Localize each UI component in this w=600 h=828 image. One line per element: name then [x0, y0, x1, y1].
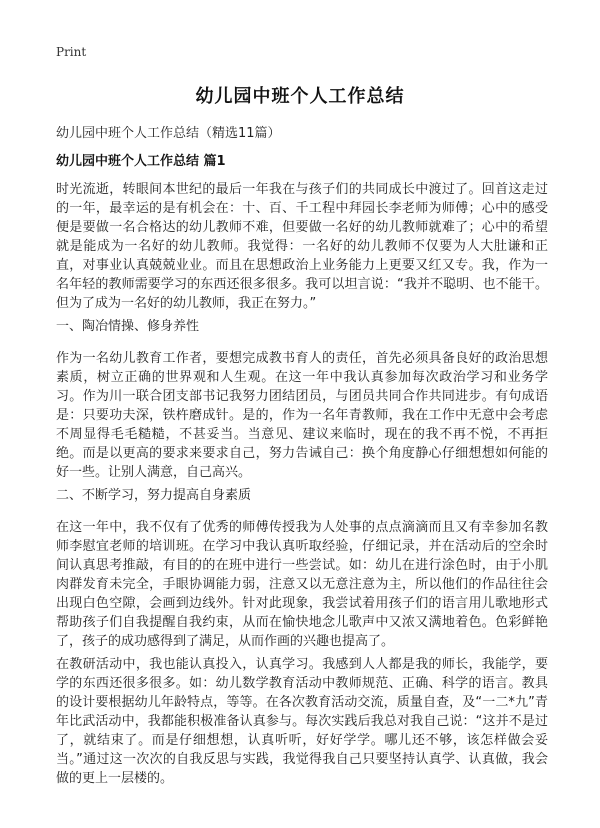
- paragraph-4: 在这一年中，我不仅有了优秀的师傅传授我为人处事的点点滴滴而且又有幸参加名教师李慰宜老师的培训班。在学习中我认真听取经验，仔细记录，并在活动后的空余时间认真思考推敲，有目的的在班中进行一些尝试。如：幼儿在进行涂色时，由于小肌肉群发育未完全，手眼协调能力弱，注意又以无意注意为主，所以他们的作品往往会出现白色空隙，会画到边线外。针对此现象，我尝试着用孩子们的语言用儿歌地形式帮助孩子们自我提醒自我约束，从而在愉快地念儿歌声中又浓又满地着色。色彩鲜艳了，孩子的成功感得到了满足，从而作画的兴趣也提高了。: [56, 520, 548, 649]
- paragraph-2: 作为一名幼儿教育工作者，要想完成教书育人的责任，首先必须具备良好的政治思想素质，树立正确的世界观和人生观。在这一年中我认真参加每次政治学习和业务学习。作为川一联合团支部书记我努力团结团员，与团员共同合作共同进步。有句成语是：只要功夫深，铁杵磨成针。是的，作为一名年青教师，我在工作中无意中会考虑不周显得毛毛糙糙，不甚妥当。当意见、建议来临时，现在的我不再不悦，不再拒绝。而是以更高的要求来要求自己，努力告诫自己：换个角度静心仔细想想如何能的好一些。让别人满意，自己高兴。: [56, 351, 548, 480]
- subheading-1: 一、陶冶情操、修身养性: [56, 319, 200, 334]
- paragraph-5: 在教研活动中，我也能认真投入，认真学习。我感到人人都是我的师长，我能学，要学的东西还很多很多。如：幼儿数学教育活动中教师规范、正确、科学的语言。教具的设计要根据幼儿年龄特点，等等。在各次教育活动交流，质量自查，及“一二*九”青年比武活动中，我都能积极准备认真参与。每次实践后我总对我自己说：“这并不是过了，就结束了。而是仔细想想，认真听听，好好学学。哪儿还不够，该怎样做会妥当。”通过这一次次的自我反思与实践，我觉得我自己只要坚持认真学、认真做，我会做的更上一层楼的。: [56, 657, 548, 786]
- paragraph-intro: 时光流逝，转眼间本世纪的最后一年我在与孩子们的共同成长中渡过了。回首这走过的一年，最幸运的是有机会在：十、百、千工程中拜园长李老师为师傅；心中的感受便是要做一名合格达的幼儿教师不难，但要做一名好的幼儿教师就难了；心中的希望就是能成为一名好的幼儿教师。我觉得：一名好的幼儿教师不仅要为人大肚谦和正直，对事业认真兢兢业业。而且在思想政治上业务能力上更要又红又专。我，作为一名年轻的教师需要学习的东西还很多很多。我可以坦言说：“我并不聪明、也不能干。但为了成为一名好的幼儿教师，我正在努力。”: [56, 182, 548, 311]
- document-subtitle: 幼儿园中班个人工作总结（精选11篇）: [56, 126, 281, 141]
- print-link[interactable]: Print: [56, 45, 87, 59]
- page-title: 幼儿园中班个人工作总结: [195, 86, 405, 107]
- subheading-2: 二、不断学习，努力提高自身素质: [56, 488, 252, 503]
- section-title: 幼儿园中班个人工作总结 篇1: [56, 154, 226, 169]
